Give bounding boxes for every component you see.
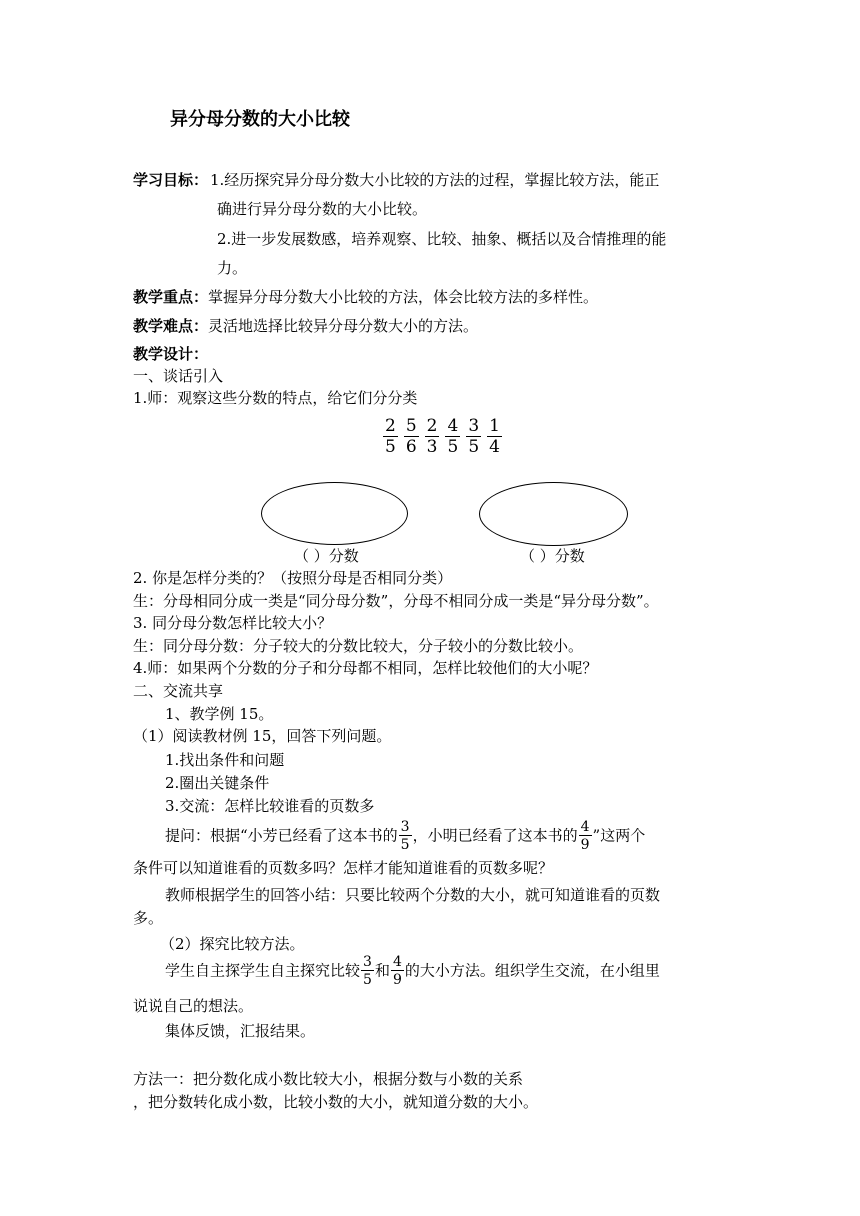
denominator: 9 (580, 837, 590, 853)
denominator: 3 (426, 437, 438, 457)
numerator: 4 (580, 819, 590, 835)
prompt-text-2: ，小明已经看了这本书的 (412, 826, 578, 845)
ellipse-right (479, 482, 628, 546)
question-prompt (165, 820, 645, 852)
page-title: 异分母分数的大小比较 (170, 109, 350, 130)
fraction-item (445, 418, 460, 456)
fraction-item (383, 418, 398, 456)
method-1-line-2: ，把分数转化成小数，比较小数的大小，就知道分数的大小。 (133, 1093, 539, 1111)
fraction-4-9 (579, 820, 592, 852)
question-prompt-line-2: 条件可以知道谁看的页数多吗？怎样才能知道谁看的页数多呢？ (133, 859, 554, 877)
goal-2-line-2: 力。 (217, 259, 248, 277)
goal-1-line-2: 确进行异分母分数的大小比较。 (217, 200, 428, 218)
denominator: 6 (405, 437, 417, 457)
numerator: 2 (385, 416, 396, 436)
fraction-3-5 (361, 955, 374, 987)
denominator: 5 (363, 972, 372, 988)
difficulty-label: 教学难点： (133, 317, 209, 335)
step-2: 2.圈出关键条件 (165, 774, 270, 792)
fraction-row (380, 418, 505, 456)
goals-label: 学习目标： (133, 171, 209, 189)
question-4: 4.师：如果两个分数的分子和分母都不相同，怎样比较他们的大小呢？ (133, 659, 598, 677)
goal-2-line-1: 2.进一步发展数感，培养观察、比较、抽象、概括以及合情推理的能 (217, 230, 667, 248)
denominator: 5 (468, 437, 480, 457)
step-1: 1.找出条件和问题 (165, 751, 285, 769)
student-text-3: 的大小方法。组织学生交流，在小组里 (404, 961, 660, 980)
denominator: 4 (489, 437, 500, 457)
denominator: 5 (400, 837, 410, 853)
feedback: 集体反馈，汇报结果。 (165, 1022, 316, 1040)
ellipse-label-right: （ ）分数 (520, 547, 585, 565)
ellipse-label-left: （ ）分数 (294, 547, 359, 565)
numerator: 2 (426, 416, 438, 436)
denominator: 9 (392, 972, 402, 988)
ellipse-left (261, 482, 408, 545)
design-label: 教学设计： (133, 345, 209, 363)
fraction-3-5 (399, 820, 412, 852)
key-point (133, 286, 598, 308)
example-15: 1、教学例 15。 (165, 705, 274, 723)
key-text: 掌握异分母分数大小比较的方法，体会比较方法的多样性。 (208, 288, 599, 306)
section-2-heading: 二、交流共享 (133, 682, 224, 700)
numerator: 4 (447, 416, 459, 436)
student-text-1: 学生自主探学生自主探究比较 (165, 961, 361, 980)
numerator: 1 (489, 416, 500, 436)
fraction-item (425, 418, 440, 456)
explore-heading: （2）探究比较方法。 (160, 935, 305, 953)
denominator: 5 (447, 437, 459, 457)
answer-2: 生：分母相同分成一类是“同分母分数”，分母不相同分成一类是“异分母分数”。 (133, 592, 659, 610)
question-3: 3. 同分母分数怎样比较大小？ (133, 614, 333, 632)
difficulty-text: 灵活地选择比较异分母分数大小的方法。 (208, 317, 479, 335)
answer-3: 生：同分母分数：分子较大的分数比较大，分子较小的分数比较小。 (133, 637, 584, 655)
prompt-text-1: 提问：根据“小芳已经看了这本书的 (165, 826, 398, 845)
numerator: 4 (392, 954, 402, 970)
fraction-item (404, 418, 419, 456)
fraction-4-9 (391, 955, 404, 987)
numerator: 5 (405, 416, 417, 436)
section-1-heading: 一、谈话引入 (133, 367, 224, 385)
goal-1-line-1: 1.经历探究异分母分数大小比较的方法的过程，掌握比较方法，能正 (210, 171, 660, 189)
student-exploration-line-2: 说说自己的想法。 (133, 997, 254, 1015)
denominator: 5 (385, 437, 396, 457)
numerator: 3 (363, 954, 372, 970)
student-text-2: 和 (374, 961, 390, 980)
prompt-text-3: ”这两个 (592, 826, 646, 845)
question-1: 1.师：观察这些分数的特点，给它们分分类 (133, 389, 418, 407)
fraction-item (487, 418, 502, 456)
numerator: 3 (400, 819, 410, 835)
read-instruction: （1）阅读教材例 15，回答下列问题。 (133, 727, 392, 745)
fraction-item (466, 418, 481, 456)
key-label: 教学重点： (133, 288, 209, 306)
summary-line-2: 多。 (133, 909, 164, 927)
summary-line-1: 教师根据学生的回答小结：只要比较两个分数的大小，就可知道谁看的页数 (165, 886, 661, 904)
numerator: 3 (468, 416, 480, 436)
difficulty-point (133, 315, 478, 337)
student-exploration (165, 955, 660, 987)
question-2: 2. 你是怎样分类的？（按照分母是否相同分类） (133, 569, 453, 587)
method-1-line-1: 方法一：把分数化成小数比较大小，根据分数与小数的关系 (133, 1070, 524, 1088)
step-3: 3.交流：怎样比较谁看的页数多 (165, 797, 375, 815)
